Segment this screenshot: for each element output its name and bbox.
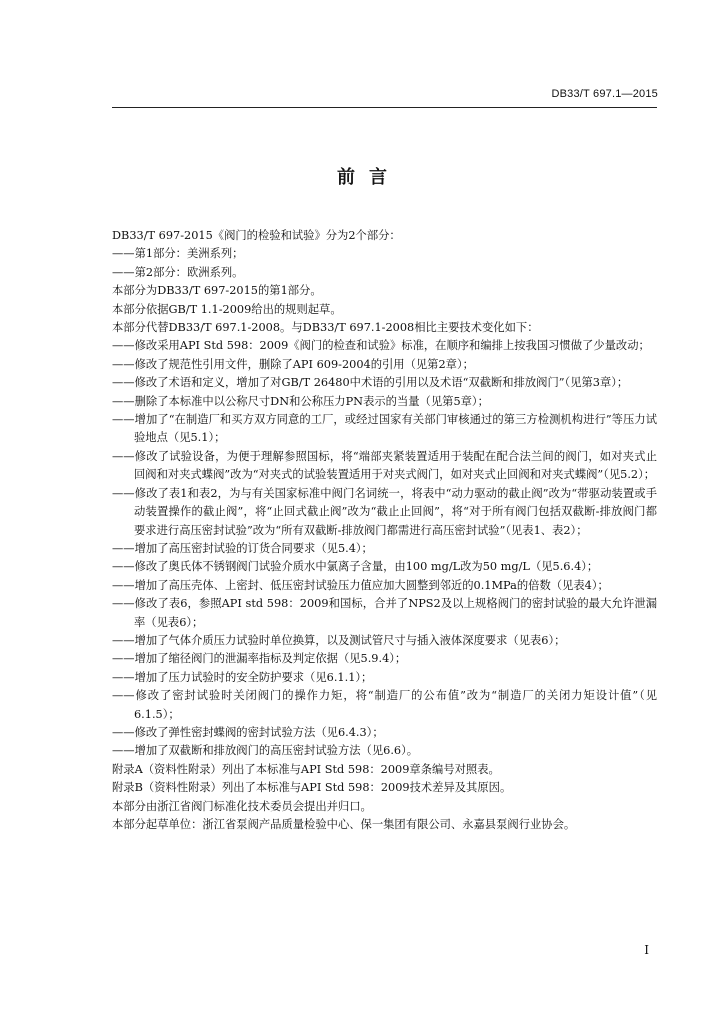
intro-line: 本部分依据GB/T 1.1-2009给出的规则起草。	[112, 302, 342, 316]
change-item: ——修改了密封试验时关闭阀门的操作力矩，将“制造厂的公布值”改为“制造厂的关闭力矩设计值”（见6.1.5）；	[112, 689, 657, 721]
closing-line: 附录B（资料性附录）列出了本标准与API Std 598：2009技术差异及其原因。	[112, 781, 512, 795]
page-number: I	[644, 943, 649, 957]
foreword-body	[112, 227, 657, 834]
change-item: ——增加了双截断和排放阀门的高压密封试验方法（见6.6）。	[112, 744, 419, 758]
document-header-code: DB33/T 697.1—2015	[551, 88, 658, 100]
change-item: ——增加了高压壳体、上密封、低压密封试验压力值应加大圆整到邻近的0.1MPa的倍数（见表4）；	[112, 578, 609, 592]
change-item: ——增加了高压密封试验的订货合同要求（见5.4）；	[112, 541, 373, 555]
change-item: ——修改了表1和表2，为与有关国家标准中阀门名词统一，将表中“动力驱动的截止阀”改为“带驱动装置或手动装置操作的截止阀”，将“止回式截止阀”改为“截止止回阀”，将“对于所有阀门包括双截断-排放阀门都要求进行高压密封试验”改为“所有双截断-排放阀门都需进行高压密封试验”（见表1、表2）；	[112, 486, 657, 537]
change-item: ——修改了奥氏体不锈钢阀门试验介质水中氯离子含量，由100 mg/L改为50 mg/L（见5.6.4）；	[112, 560, 599, 574]
change-item: ——增加了气体介质压力试验时单位换算，以及测试管尺寸与插入液体深度要求（见表6）；	[112, 633, 566, 647]
change-item: ——增加了“在制造厂和买方双方同意的工厂，或经过国家有关部门审核通过的第三方检测机构进行”等压力试验地点（见5.1）；	[112, 413, 657, 445]
change-item: ——删除了本标准中以公称尺寸DN和公称压力PN表示的当量（见第5章）；	[112, 394, 489, 408]
change-item: ——增加了压力试验时的安全防护要求（见6.1.1）；	[112, 670, 373, 684]
change-item: ——修改了试验设备，为便于理解参照国标，将“端部夹紧装置适用于装配在配合法兰间的阀门，如对夹式止回阀和对夹式蝶阀”改为“对夹式的试验装置适用于对夹式阀门，如对夹式止回阀和对夹式蝶阀”（见5.2）；	[112, 449, 657, 482]
change-item: ——修改了弹性密封蝶阀的密封试验方法（见6.4.3）；	[112, 725, 384, 739]
closing-line: 本部分起草单位：浙江省泵阀产品质量检验中心、保一集团有限公司、永嘉县泵阀行业协会。	[112, 818, 576, 831]
change-item: ——修改采用API Std 598：2009《阀门的检查和试验》标准，在顺序和编排上按我国习惯做了少量改动；	[112, 339, 650, 353]
intro-line: 本部分代替DB33/T 697.1-2008。与DB33/T 697.1-2008相比主要技术变化如下：	[112, 321, 539, 335]
intro-line: 本部分为DB33/T 697-2015的第1部分。	[112, 284, 322, 298]
change-item: ——修改了表6，参照API std 598：2009和国标，合并了NPS2及以上规格阀门的密封试验的最大允许泄漏率（见表6）；	[112, 597, 657, 629]
closing-line: 本部分由浙江省阀门标准化技术委员会提出并归口。	[112, 799, 372, 813]
intro-line: ——第2部分：欧洲系列。	[112, 265, 244, 279]
change-item: ——修改了规范性引用文件，删除了API 609-2004的引用（见第2章）；	[112, 357, 474, 371]
change-item: ——增加了缩径阀门的泄漏率指标及判定依据（见5.9.4）；	[112, 652, 407, 666]
closing-line: 附录A（资料性附录）列出了本标准与API Std 598：2009章条编号对照表。	[112, 762, 500, 776]
change-item: ——修改了术语和定义，增加了对GB/T 26480中术语的引用以及术语“双截断和排放阀门”（见第3章）；	[112, 376, 629, 390]
header-rule	[112, 107, 657, 108]
intro-line: DB33/T 697-2015《阀门的检验和试验》分为2个部分：	[112, 229, 401, 242]
intro-line: ——第1部分：美洲系列；	[112, 247, 244, 261]
page-title: 前言	[337, 167, 401, 188]
